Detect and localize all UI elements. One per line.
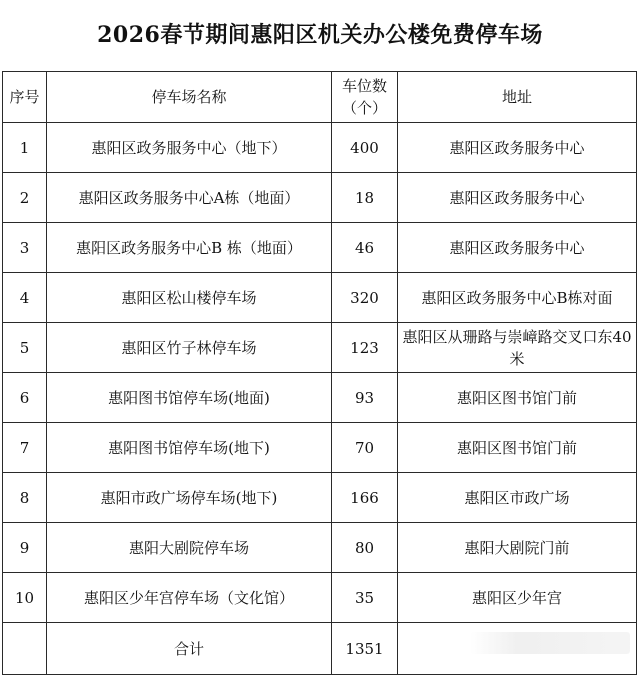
table-row [3, 523, 637, 573]
cell-name: 惠阳区松山楼停车场 [47, 273, 332, 323]
cell-no: 4 [3, 273, 47, 323]
cell-no: 9 [3, 523, 47, 573]
cell-name: 惠阳区竹子林停车场 [47, 323, 332, 373]
cell-address: 惠阳区政务服务中心 [398, 173, 637, 223]
cell-address: 惠阳区政务服务中心 [398, 223, 637, 273]
cell-no: 10 [3, 573, 47, 623]
cell-address: 惠阳区市政广场 [398, 473, 637, 523]
cell-address: 惠阳区图书馆门前 [398, 373, 637, 423]
cell-spaces: 320 [332, 273, 398, 323]
total-label: 合计 [47, 623, 332, 675]
table-row [3, 323, 637, 373]
cell-spaces: 70 [332, 423, 398, 473]
table-header-row [3, 72, 637, 123]
cell-no: 1 [3, 123, 47, 173]
cell-name: 惠阳大剧院停车场 [47, 523, 332, 573]
cell-spaces: 123 [332, 323, 398, 373]
cell-spaces: 93 [332, 373, 398, 423]
cell-name: 惠阳区政务服务中心A栋（地面） [47, 173, 332, 223]
cell-spaces: 400 [332, 123, 398, 173]
table-row [3, 423, 637, 473]
cell-spaces: 166 [332, 473, 398, 523]
total-spaces: 1351 [332, 623, 398, 675]
cell-spaces: 46 [332, 223, 398, 273]
table-row [3, 373, 637, 423]
cell-address: 惠阳区少年宫 [398, 573, 637, 623]
cell-address: 惠阳区政务服务中心B栋对面 [398, 273, 637, 323]
table-row [3, 573, 637, 623]
table-row [3, 273, 637, 323]
header-address: 地址 [398, 72, 637, 123]
cell-no: 7 [3, 423, 47, 473]
cell-name: 惠阳图书馆停车场(地下) [47, 423, 332, 473]
cell-name: 惠阳区少年宫停车场（文化馆） [47, 573, 332, 623]
cell-no: 8 [3, 473, 47, 523]
cell-no: 2 [3, 173, 47, 223]
header-spaces: 车位数（个） [332, 72, 398, 123]
cell-address: 惠阳区从珊路与崇嶂路交叉口东40米 [398, 323, 637, 373]
parking-table [2, 71, 637, 675]
watermark-overlay [470, 632, 630, 654]
cell-name: 惠阳市政广场停车场(地下) [47, 473, 332, 523]
cell-spaces: 80 [332, 523, 398, 573]
page-title: 2026春节期间惠阳区机关办公楼免费停车场 [97, 22, 543, 48]
header-no: 序号 [3, 72, 47, 123]
cell-address: 惠阳大剧院门前 [398, 523, 637, 573]
cell-name: 惠阳图书馆停车场(地面) [47, 373, 332, 423]
cell-name: 惠阳区政务服务中心（地下） [47, 123, 332, 173]
cell-spaces: 35 [332, 573, 398, 623]
header-name: 停车场名称 [47, 72, 332, 123]
cell-name: 惠阳区政务服务中心B 栋（地面） [47, 223, 332, 273]
cell-no: 6 [3, 373, 47, 423]
cell-spaces: 18 [332, 173, 398, 223]
table-row [3, 173, 637, 223]
table-row [3, 473, 637, 523]
cell-no: 3 [3, 223, 47, 273]
table-row [3, 223, 637, 273]
cell-no: 5 [3, 323, 47, 373]
cell-address: 惠阳区图书馆门前 [398, 423, 637, 473]
table-body [3, 72, 637, 675]
total-no-cell [3, 623, 47, 675]
table-row [3, 123, 637, 173]
cell-address: 惠阳区政务服务中心 [398, 123, 637, 173]
